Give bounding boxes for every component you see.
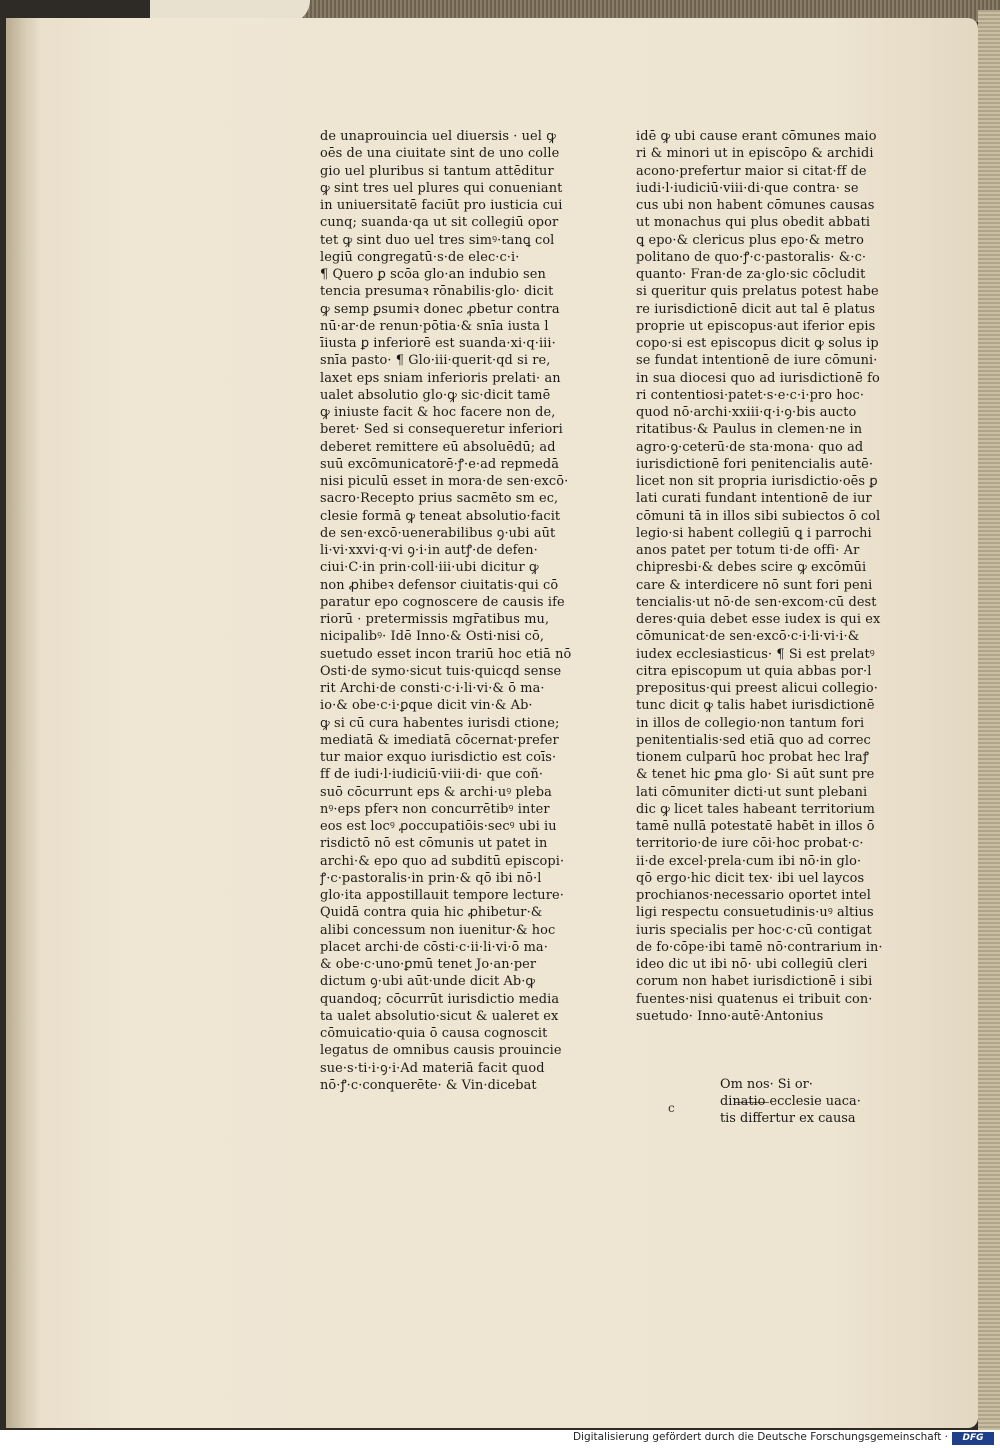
text-line: penitentialis·sed etiā quo ad correc — [636, 732, 871, 748]
footer-credit: Digitalisierung gefördert durch die Deutsche Forschungsgemeinschaft · — [572, 1431, 948, 1443]
text-line: placet archi·de cōsti·c·ii·li·vi·ō ma· — [320, 939, 548, 955]
text-line: tencia presumaꝛ rōnabilis·glo· dicit — [320, 284, 554, 300]
text-column-left — [320, 128, 582, 1094]
text-line: risdictō nō est cōmunis ut patet in — [320, 836, 548, 852]
page-edges-right — [978, 10, 1000, 1430]
text-line: riorū · pretermissis mgr̄atibus mu, — [320, 612, 550, 627]
text-block-bottom — [720, 1076, 900, 1127]
text-line: licet non sit propria iurisdictio·oēs ꝑ — [636, 474, 878, 489]
text-line: anos patet per totum ti·de offi· Ar — [636, 543, 860, 558]
text-line: suū excōmunicatorē·ꝭ·e·ad repmedā — [320, 456, 559, 472]
text-line: prochianos·necessario oportet intel — [636, 888, 871, 903]
text-line: & obe·c·uno·ꝑmū tenet Jo·an·per — [320, 957, 537, 972]
text-line: ii·de excel·prela·cum ibi nō·in glo· — [636, 853, 862, 869]
text-line: agro·ꝯ·ceterū·de sta·mona· quo ad — [636, 439, 864, 455]
text-line: tis differtur ex causa — [720, 1111, 856, 1126]
text-line: ¶ Quero ꝑ scōa glo·an indubio sen — [320, 267, 546, 282]
text-line: ff de iudi·l·iudiciū·viii·di· que coñ· — [320, 767, 544, 783]
text-line: cōmunicat·de sen·excō·c·i·li·vi·i·& — [636, 629, 860, 645]
text-line: īiusta ꝑ inferiorē est suanda·xi·q·iii· — [320, 336, 556, 351]
text-line: quandoq; cōcurrūt iurisdictio media — [320, 991, 560, 1007]
text-line: beret· Sed si consequeretur inferiori — [320, 422, 563, 438]
text-line: tamē nullā potestatē habēt in illos ō — [636, 819, 875, 834]
text-line: non ꝓhibeꝛ defensor ciuitatis·qui cō — [320, 577, 559, 593]
text-line: iudex ecclesiasticus· ¶ Si est prelatꝰ — [636, 646, 875, 662]
text-line: copo·si est episcopus dicit ꝙ solus ip — [636, 336, 879, 351]
text-line: ꝗ epo·& clericus plus epo·& metro — [636, 232, 865, 248]
text-line: proprie ut episcopus·aut iferior epis — [636, 318, 876, 334]
text-line: nō·ꝭ·c·conquerēte· & Vin·dicebat — [320, 1077, 537, 1093]
text-line: legiū congregatū·s·de elec·c·i· — [320, 249, 520, 265]
text-column-right — [636, 128, 901, 1025]
text-line: rit Archi·de consti·c·i·li·vi·& ō ma· — [320, 681, 545, 696]
text-line: se fundat intentionē de iure cōmuni· — [636, 353, 878, 369]
text-line: ꝙ sint tres uel plures qui conueniant — [320, 180, 563, 196]
text-line: lati curati fundant intentionē de iur — [636, 491, 872, 507]
text-line: mediatā & imediatā cōcernat·prefer — [320, 732, 559, 748]
text-line: ꝙ si cū cura habentes iurisdi ctione; — [320, 715, 560, 731]
text-line: corum non habet iurisdictionē i sibi — [636, 974, 873, 990]
text-line: nisi piculū esset in mora·de sen·excō· — [320, 474, 569, 489]
text-line: ualet absolutio glo·ꝙ sic·dicit tamē — [320, 387, 551, 403]
text-line: ut monachus qui plus obedit abbati — [636, 215, 871, 231]
text-line: idē ꝙ ubi cause erant cōmunes maio — [636, 129, 877, 144]
text-line: ꝭ·c·pastoralis·in prin·& qō ibi nō·l — [320, 870, 542, 886]
text-line: politano de quo·ꝭ·c·pastoralis· &·c· — [636, 249, 867, 265]
text-line: in uniuersitatē faciūt pro iusticia cui — [320, 198, 563, 213]
dfg-logo: DFG — [952, 1432, 994, 1445]
text-line: care & interdicere nō sunt fori peni — [636, 577, 873, 593]
text-line: dinatio ecclesie uaca· — [720, 1094, 861, 1109]
text-line: ciui·C·in prin·coll·iii·ubi dicitur ꝙ — [320, 560, 539, 576]
text-line: cunq; suanda·qa ut sit collegiū opor — [320, 215, 559, 231]
text-line: acono·prefertur maior si citat·ff de — [636, 163, 867, 179]
text-line: de unaprouincia uel diuersis · uel ꝙ — [320, 129, 556, 144]
text-line: si queritur quis prelatus potest habe — [636, 284, 879, 300]
text-line: dic ꝙ licet tales habeant territorium — [636, 801, 876, 817]
text-line: dictum ꝯ·ubi aūt·unde dicit Ab·ꝙ — [320, 974, 536, 990]
text-line: ꝙ semp ꝑsumiꝛ donec ꝓbetur contra — [320, 301, 560, 317]
text-line: cus ubi non habent cōmunes causas — [636, 198, 875, 213]
text-line: quod nō·archi·xxiii·q·i·ꝯ·bis aucto — [636, 405, 857, 420]
text-line: cōmuni tā in illos sibi subiectos ō col — [636, 508, 881, 524]
text-line: suetudo esset incon trariū hoc etiā nō — [320, 646, 572, 662]
text-line: ta ualet absolutio·sicut & ualeret ex — [320, 1008, 559, 1024]
text-line: in illos de collegio·non tantum fori — [636, 715, 865, 731]
page-gutter — [6, 18, 40, 1428]
text-line: paratur epo cognoscere de causis ife — [320, 594, 565, 610]
text-line: deres·quia debet esse iudex is qui ex — [636, 612, 881, 627]
text-line: fuentes·nisi quatenus ei tribuit con· — [636, 991, 873, 1007]
text-line: suetudo· Inno·autē·Antonius — [636, 1008, 824, 1024]
text-line: io·& obe·c·i·ꝑque dicit vin·& Ab· — [320, 698, 533, 714]
text-line: re iurisdictionē dicit aut tal ē platus — [636, 301, 876, 317]
text-line: de sen·excō·uenerabilibus ꝯ·ubi aūt — [320, 525, 556, 541]
text-line: tionem culparū hoc probat hec lraꝭ — [636, 750, 869, 765]
text-line: iurisdictionē fori penitencialis autē· — [636, 456, 874, 472]
text-line: nicipalibꝰ· Idē Inno·& Osti·nisi cō, — [320, 629, 545, 645]
text-line: oēs de una ciuitate sint de uno colle — [320, 146, 560, 162]
text-line: tet ꝙ sint duo uel tres simꝰ·tanꝗ col — [320, 232, 555, 248]
text-line: Quidā contra quia hic ꝓhibetur·& — [320, 905, 543, 921]
text-line: citra episcopum ut quia abbas por·l — [636, 663, 872, 679]
text-line: laxet eps sniam inferioris prelati· an — [320, 370, 561, 386]
text-line: tencialis·ut nō·de sen·excom·cū dest — [636, 594, 877, 610]
text-line: iuris specialis per hoc·c·cū contigat — [636, 922, 872, 938]
text-line: nꝰ·eps pferꝛ non concurrētibꝰ inter — [320, 801, 550, 817]
text-line: li·vi·xxvi·q·vi ꝯ·i·in autꝭ·de defen· — [320, 543, 538, 558]
text-line: deberet remittere eū absoluēdū; ad — [320, 439, 556, 455]
text-line: sue·s·ti·i·ꝯ·i·Ad materiā facit quod — [320, 1060, 545, 1076]
text-line: snīa pasto· ¶ Glo·iii·querit·qd si re, — [320, 353, 551, 369]
text-line: & tenet hic ꝑma glo· Si aūt sunt pre — [636, 767, 875, 783]
text-line: alibi concessum non iuenitur·& hoc — [320, 922, 556, 938]
text-line: Osti·de symo·sicut tuis·quicqd sense — [320, 663, 562, 679]
text-line: quanto· Fran·de za·glo·sic cōcludit — [636, 267, 866, 282]
text-line: ideo dic ut ibi nō· ubi collegiū cleri — [636, 957, 868, 972]
text-line: ri & minori ut in episcōpo & archidi — [636, 146, 874, 162]
text-line: eos est locꝰ ꝓoccupatiōis·secꝰ ubi iu — [320, 819, 557, 834]
text-line: legatus de omnibus causis prouincie — [320, 1043, 562, 1059]
text-line: qō ergo·hic dicit tex· ibi uel laycos — [636, 870, 865, 886]
text-line: ri contentiosi·patet·s·e·c·i·pro hoc· — [636, 387, 865, 403]
text-line: territorio·de iure cōi·hoc probat·c· — [636, 836, 864, 852]
signature-mark: c — [668, 1101, 675, 1115]
text-line: cōmuicatio·quia ō causa cognoscit — [320, 1026, 548, 1041]
text-line: clesie formā ꝙ teneat absolutio·facit — [320, 508, 561, 524]
text-line: chipresbi·& debes scire ꝙ excōmūi — [636, 560, 867, 576]
text-line: gio uel pluribus si tantum attēditur — [320, 163, 554, 179]
text-line: lati cōmuniter dicti·ut sunt plebani — [636, 784, 868, 800]
text-line: tur maior exquo iurisdictio est coīs· — [320, 750, 557, 765]
text-line: nū·ar·de renun·pōtia·& snīa iusta l — [320, 318, 549, 334]
text-line: de fo·cōpe·ibi tamē nō·contrarium in· — [636, 939, 883, 955]
text-line: glo·ita appostillauit tempore lecture· — [320, 888, 564, 903]
text-line: ꝙ iniuste facit & hoc facere non de, — [320, 405, 556, 420]
text-line: tunc dicit ꝙ talis habet iurisdictionē — [636, 698, 875, 714]
text-line: ligi respectu consuetudinis·uꝰ altius — [636, 905, 874, 921]
text-line: iudi·l·iudiciū·viii·di·que contra· se — [636, 180, 859, 196]
text-line: legio·si habent collegiū ꝗ i parrochi — [636, 525, 872, 541]
text-line: in sua diocesi quo ad iurisdictionē fo — [636, 370, 880, 386]
text-line: Om nos· Si or· — [720, 1077, 813, 1092]
text-line: prepositus·qui preest alicui collegio· — [636, 681, 878, 696]
text-line: suō cōcurrunt eps & archi·uꝰ pleba — [320, 784, 552, 800]
text-line: archi·& epo quo ad subditū episcopi· — [320, 853, 565, 869]
text-line: sacro·Recepto prius sacmēto sm ec, — [320, 491, 559, 507]
text-line: ritatibus·& Paulus in clemen·ne in — [636, 422, 863, 438]
